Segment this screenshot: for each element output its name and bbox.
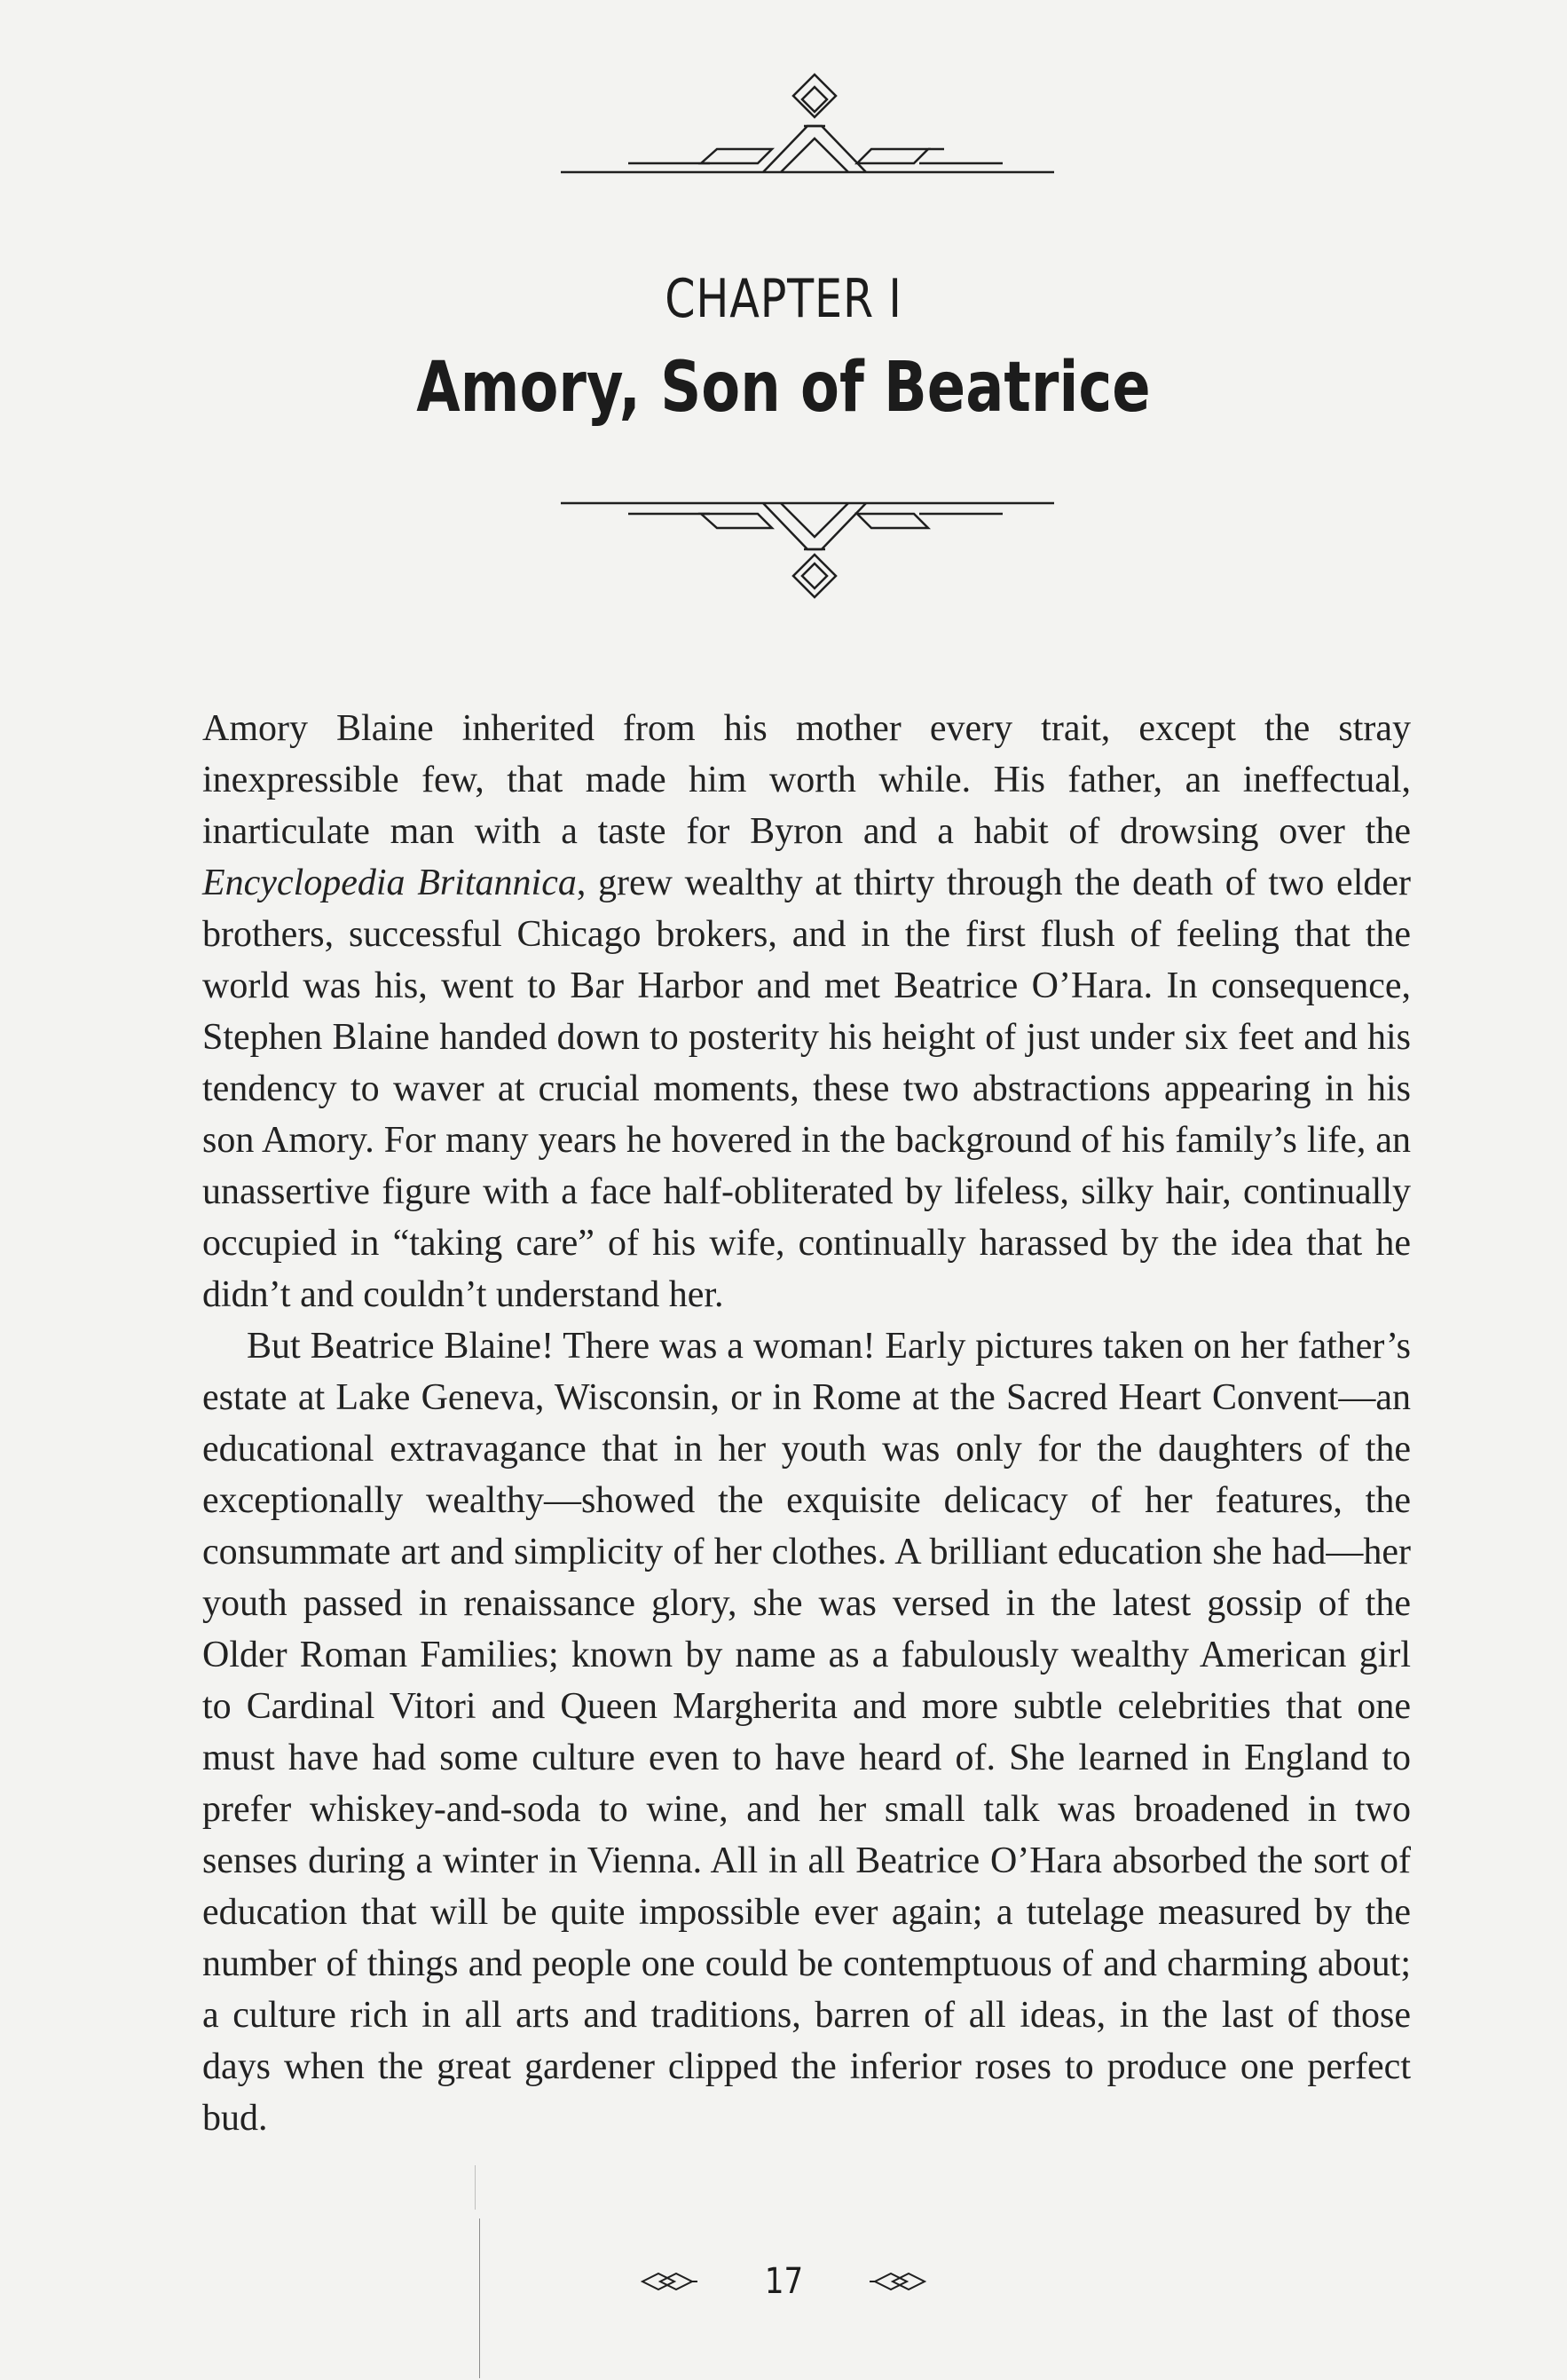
- paragraph-1-part-2: , grew wealthy at thirty through the death of two elder brothers, successful Chicago brokers, and in the first flush of feeling that the world was his, went to Bar Harbor and met Beatrice O’Hara. In consequence, Stephen Blaine handed down to posterity his height of just under six feet and his tendency to waver at crucial moments, these two abstractions appearing in his son Amory. For many years he hovered in the background of his family’s life, an unassertive figure with a face half-obliterated by lifeless, silky hair, continually occupied in “taking care” of his wife, continually harassed by the idea that he didn’t and couldn’t understand her.: [202, 863, 1411, 1315]
- paragraph-1-italic-title: Encyclopedia Britannica: [202, 863, 577, 903]
- page-number: 17: [764, 2261, 803, 2302]
- paragraph-1-part-1: Amory Blaine inherited from his mother every trait, except the stray inexpressible few, that made him worth while. His father, an ineffectual, inarticulate man with a taste for Byron and a habit of drowsing over the: [202, 708, 1411, 852]
- paragraph-2: But Beatrice Blaine! There was a woman! Early pictures taken on her father’s estate at Lake Geneva, Wisconsin, or in Rome at the Sacred Heart Convent—an educational extravagance that in her youth was only for the daughters of the exceptionally wealthy—showed the exquisite delicacy of her features, the consummate art and simplicity of her clothes. A brilliant education she had—her youth passed in renaissance glory, she was versed in the latest gossip of the Older Roman Families; known by name as a fabulously wealthy American girl to Cardinal Vitori and Queen Margherita and more subtle celebrities that one must have had some culture even to have heard of. She learned in England to prefer whiskey-and-soda to wine, and her small talk was broadened in two senses during a winter in Vienna. All in all Beatrice O’Hara absorbed the sort of education that will be quite impossible ever again; a tutelage measured by the number of things and people one could be contemptuous of and charming about; a culture rich in all arts and traditions, barren of all ideas, in the last of those days when the great gardener clipped the inferior roses to produce one perfect bud.: [202, 1326, 1411, 2139]
- paragraph-1: [202, 703, 1411, 1320]
- folio: [0, 2261, 1567, 2302]
- scan-artifact-line: [475, 2165, 476, 2210]
- chapter-body: [202, 703, 1411, 2144]
- top-divider-ornament-icon: [0, 64, 1567, 197]
- chapter-label: CHAPTER I: [665, 268, 902, 330]
- scan-artifact-line: [479, 2218, 480, 2378]
- bottom-divider-ornament-icon: [0, 493, 1567, 608]
- chapter-title: Amory, Son of Beatrice: [416, 348, 1151, 428]
- folio-right-ornament-icon: [868, 2271, 926, 2292]
- folio-left-ornament-icon: [641, 2271, 699, 2292]
